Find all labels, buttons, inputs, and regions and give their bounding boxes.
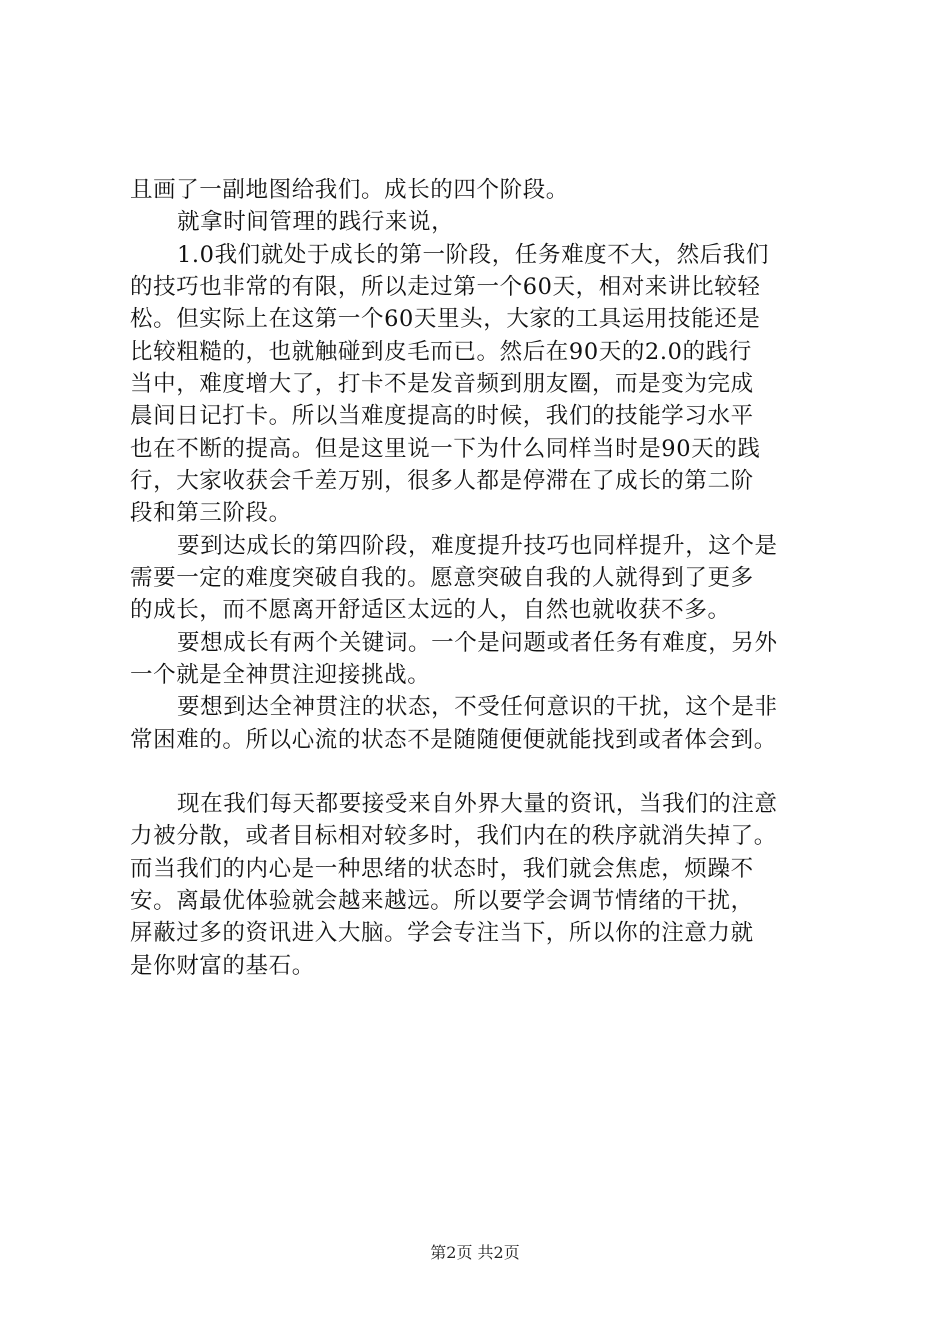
text-line: 段和第三阶段。 [130,500,292,526]
page-number-footer: 第2页 共2页 [430,1243,520,1262]
text-line: 且画了一副地图给我们。成长的四个阶段。 [130,177,569,203]
text-line: 当中，难度增大了，打卡不是发音频到朋友圈，而是变为完成 [130,371,754,397]
text-line: 是你财富的基石。 [130,953,315,979]
text-line: 松。但实际上在这第一个60天里头，大家的工具运用技能还是 [130,306,761,332]
text-line: 需要一定的难度突破自我的。愿意突破自我的人就得到了更多 [130,565,754,591]
text-line: 屏蔽过多的资讯进入大脑。学会专注当下，所以你的注意力就 [130,920,754,946]
text-line: 的成长，而不愿离开舒适区太远的人，自然也就收获不多。 [130,597,731,623]
text-line: 而当我们的内心是一种思绪的状态时，我们就会焦虑，烦躁不 [130,856,754,882]
text-line: 力被分散，或者目标相对较多时，我们内在的秩序就消失掉了。 [130,823,777,849]
text-line: 晨间日记打卡。所以当难度提高的时候，我们的技能学习水平 [130,403,754,429]
text-line: 要想成长有两个关键词。一个是问题或者任务有难度，另外 [177,630,778,656]
text-line: 现在我们每天都要接受来自外界大量的资讯，当我们的注意 [177,791,778,817]
text-line: 常困难的。所以心流的状态不是随随便便就能找到或者体会到。 [130,727,777,753]
text-line: 要到达成长的第四阶段，难度提升技巧也同样提升，这个是 [177,533,778,559]
text-line: 就拿时间管理的践行来说， [177,209,455,235]
text-line: 安。离最优体验就会越来越远。所以要学会调节情绪的干扰， [130,888,754,914]
text-line: 行，大家收获会千差万别，很多人都是停滞在了成长的第二阶 [130,468,754,494]
text-line: 也在不断的提高。但是这里说一下为什么同样当时是90天的践 [130,436,761,462]
text-line: 要想到达全神贯注的状态，不受任何意识的干扰，这个是非 [177,694,778,720]
text-line: 一个就是全神贯注迎接挑战。 [130,662,431,688]
text-line: 的技巧也非常的有限，所以走过第一个60天，相对来讲比较轻 [130,274,761,300]
text-line: 1.0我们就处于成长的第一阶段，任务难度不大，然后我们 [177,242,769,268]
text-line: 比较粗糙的，也就触碰到皮毛而已。然后在90天的2.0的践行 [130,339,752,365]
